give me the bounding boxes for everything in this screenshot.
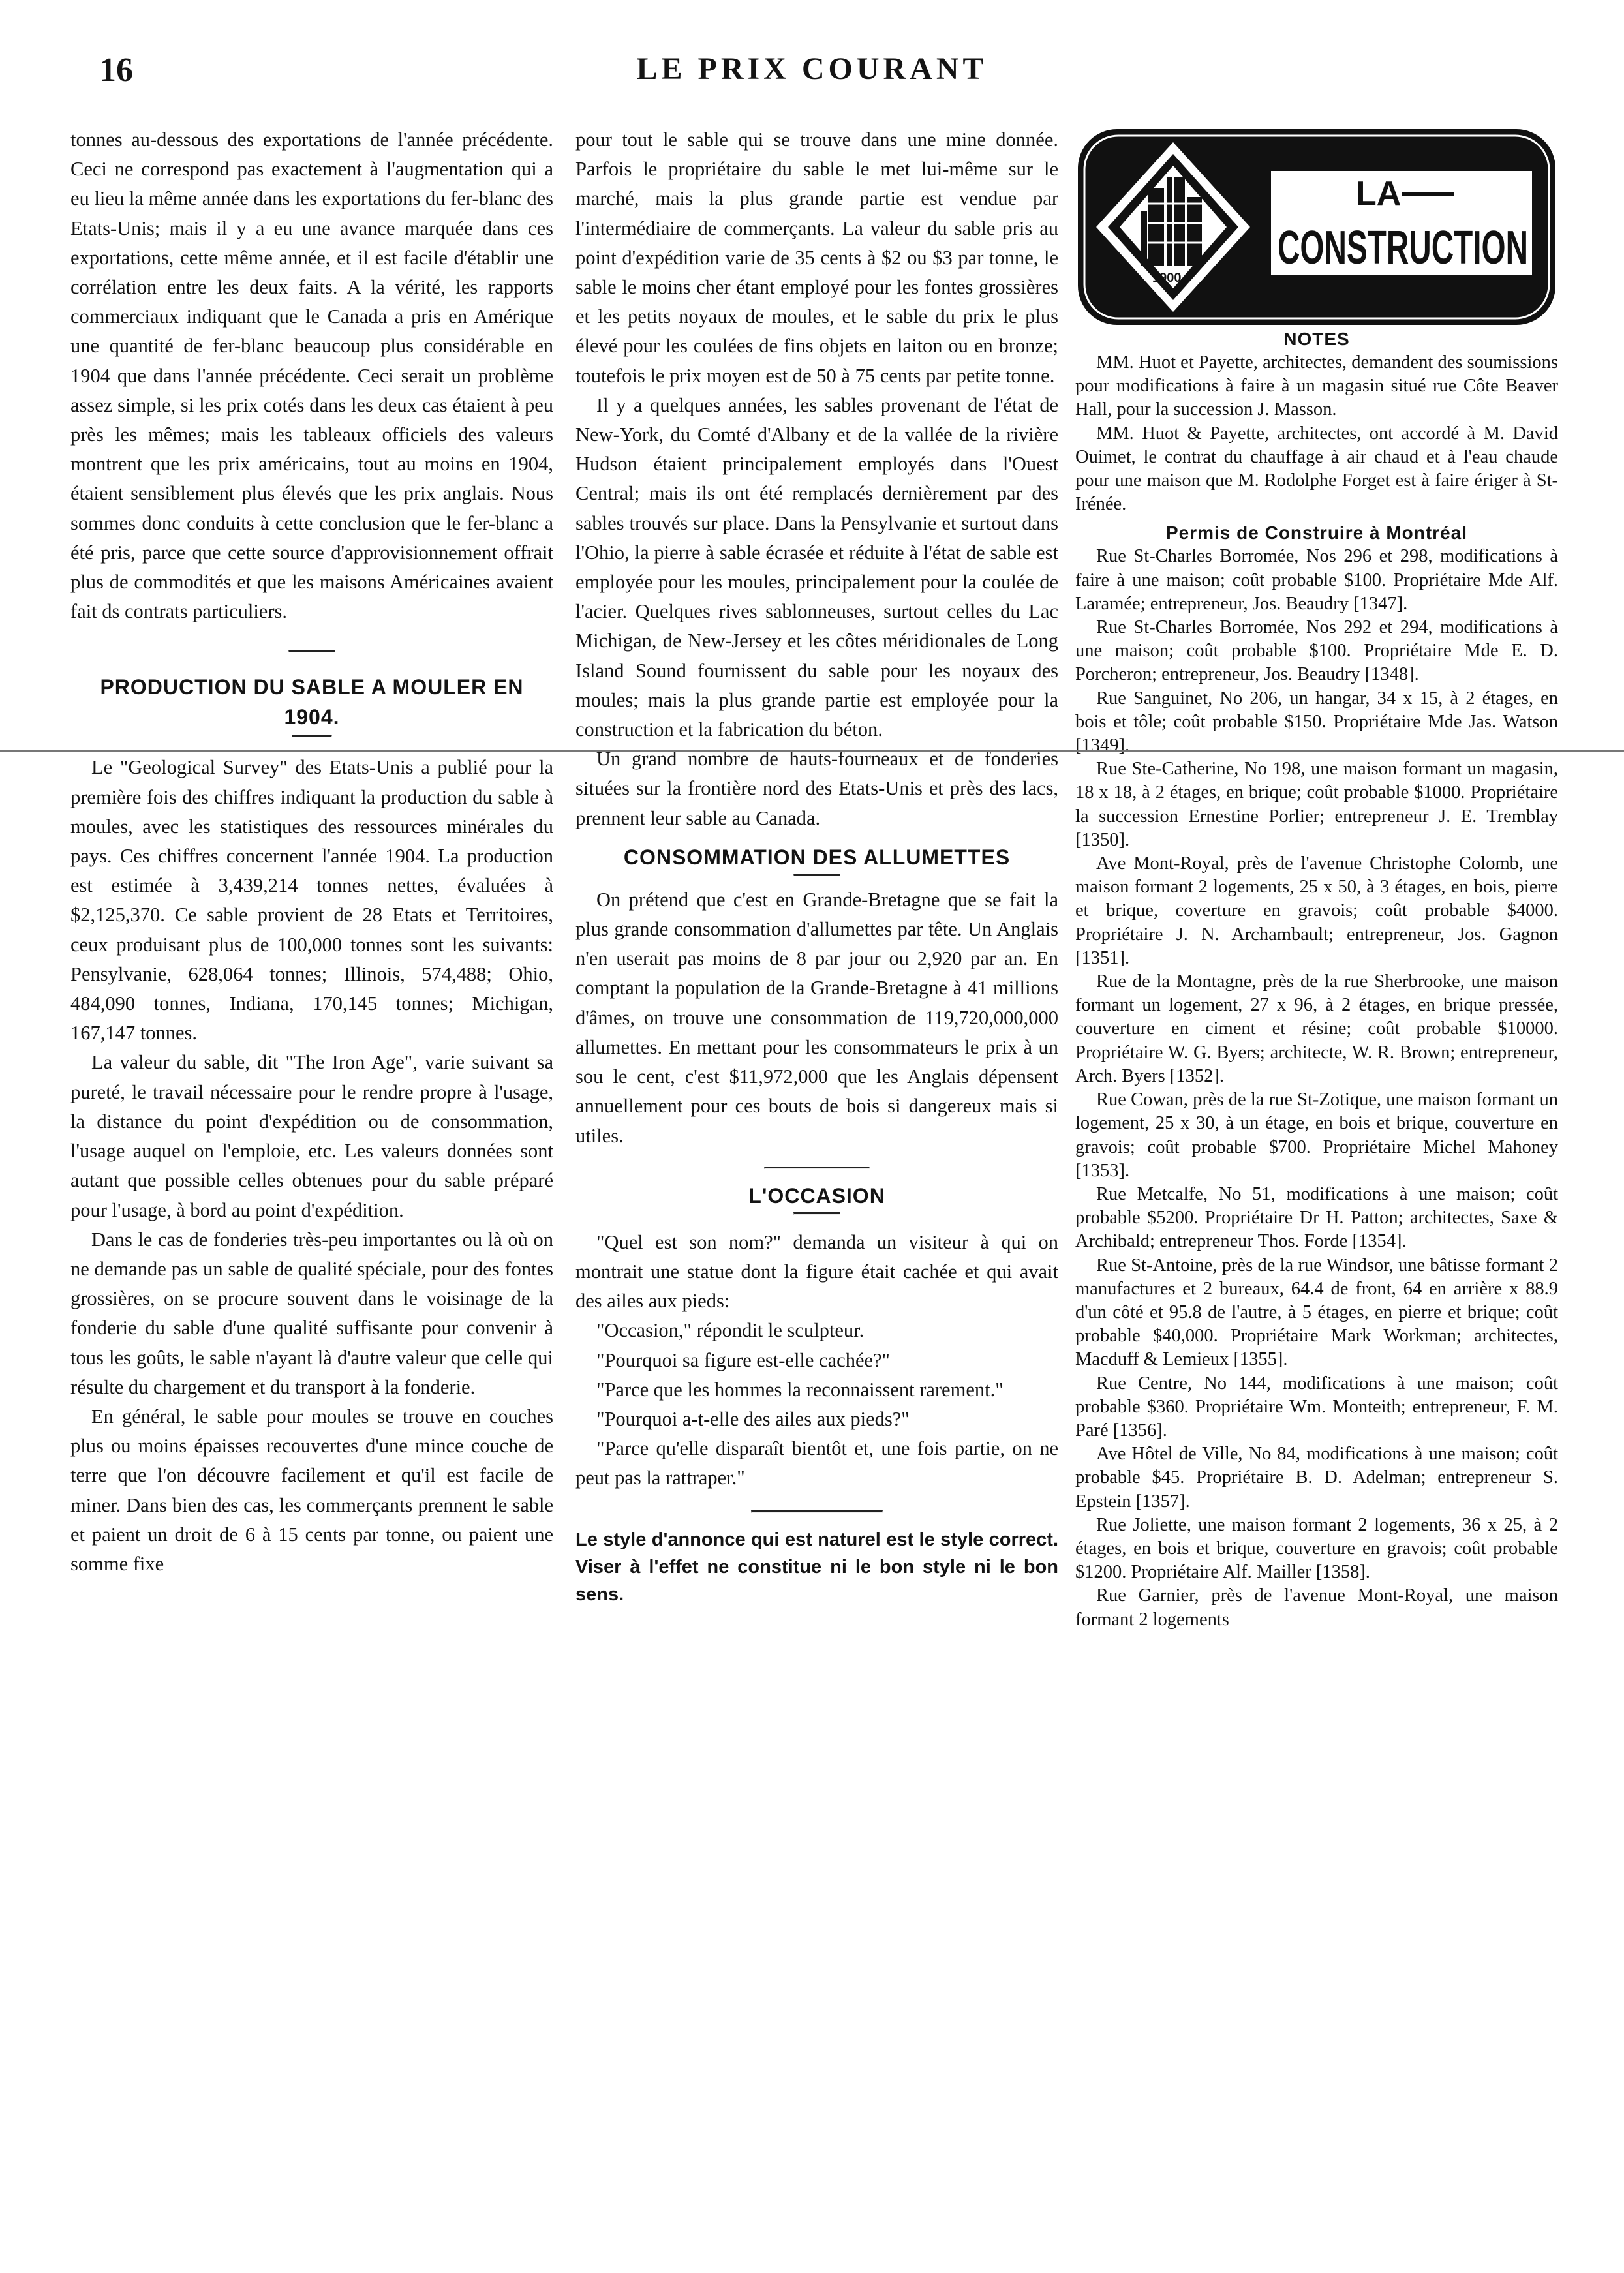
paragraph-occasion-a3: "Parce qu'elle disparaît bientôt et, une fois partie, on ne peut pas la rattraper." <box>575 1437 1058 1489</box>
paragraph-tinplate-exports: tonnes au-dessous des exportations de l'année précédente. Ceci ne correspond pas exactement à l'augmentation qui a eu lieu la même année dans les exportations du fer-blanc des Etats-Unis; mais il y a eu une avance marquée dans ces exportations, cette même année, et il est facile d'établir une corrélation entre les deux faits. A la vérité, les rapports commerciaux indiquant que le Canada a pris en Amérique une quantité de fer-blanc beaucoup plus considérable en 1904 que dans l'année précédente. Ceci serait un problème assez simple, si les prix cotés dans les deux cas étaient à peu près les mêmes; mais les tableaux officiels des valeurs montrent que les prix américains, tout au moins en 1904, étaient sensiblement plus élevés que les prix anglais. Nous sommes donc conduits à cette conclusion que le fer-blanc a été pris, parce que cette source d'approvisionnement offrait plus de commodités et que les maisons Américaines avaient fait ds contrats particuliers. <box>70 129 553 623</box>
heading-occasion: L'OCCASION <box>748 1183 885 1208</box>
permit-entry: Rue St-Charles Borromée, Nos 292 et 294, modifications à une maison; coût probable $100. Propriétaire Mde E. D. Porcheron; entrepreneur, Jos. Beaudry [1348]. <box>1075 617 1558 685</box>
paragraph-geological-survey: Le "Geological Survey" des Etats-Unis a publié pour la première fois des chiffres indiquant la production du sable à moules, avec les statistiques des ressources minérales du pays. Ces chiffres concernent l'année 1904. La production est estimée à 3,439,214 tonnes nettes, évaluées à $2,125,370. Ce sable provient de 28 Etats et Territoires, ceux produisant plus de 100,000 tonnes sont les suivants: Pensylvanie, 628,064 tonnes; Illinois, 574,488; Ohio, 484,090 tonnes, Indiana, 170,145 tonnes; Michigan, 167,147 tonnes. <box>70 756 553 1045</box>
paragraph-sand-layers: En général, le sable pour moules se trouve en couches plus ou moins épaisses recouvertes d'une mince couche de terre que l'on découvre facilement et qu'il est facile de miner. Dans bien des cas, les commerçants prennent le sable et paient un droit de 6 à 15 cents par tonne, ou paient une somme fixe <box>70 1405 553 1575</box>
page-header <box>0 46 1624 91</box>
permit-entry: Ave Hôtel de Ville, No 84, modifications à une maison; coût probable $45. Propriétaire B. D. Adelman; entrepreneur S. Epstein [1357]. <box>1075 1444 1558 1512</box>
logo-construction-text: CONSTRUCTION <box>1278 222 1528 274</box>
column-2 <box>575 125 1058 2226</box>
column-3 <box>1075 125 1558 2226</box>
note-huot-payette-1: MM. Huot et Payette, architectes, demandent des soumissions pour modifications à faire à un magasin situé rue Côte Beaver Hall, pour la succession J. Masson. <box>1075 352 1558 420</box>
paragraph-matches-consumption: On prétend que c'est en Grande-Bretagne que se fait la plus grande consommation d'allumettes par tête. Un Anglais n'en userait pas moins de 8 par jour ou 2,920 par an. En comptant la population de la Grande-Bretagne à 41 millions d'âmes, on trouve une consommation de 119,720,000,000 allumettes. En mettant pour les consommateurs le prix à un sou le cent, c'est $11,972,000 que les Anglais dépensent annuellement pour ces bouts de bois si dangereux mais si utiles. <box>575 888 1058 1147</box>
paragraph-occasion-question: "Quel est son nom?" demanda un visiteur à qui on montrait une statue dont la figure était cachée et qui avait des ailes aux pieds: <box>575 1230 1058 1313</box>
heading-underline <box>292 735 332 737</box>
heading-underline <box>793 1212 840 1215</box>
paragraph-occasion-a2: "Parce que les hommes la reconnaissent rarement." <box>596 1378 1004 1401</box>
page-fold-line <box>0 750 1624 752</box>
permit-entry: Rue Sanguinet, No 206, un hangar, 34 x 15, à 2 étages, en bois et tôle; coût probable $150. Propriétaire Mde Jas. Watson [1349]. <box>1075 688 1558 756</box>
paragraph-sand-prices: pour tout le sable qui se trouve dans une mine donnée. Parfois le propriétaire du sable le met lui-même sur le marché, mais la plus grande partie est vendue par l'intermédiaire de commerçants. La valeur du sable pris au point d'expédition varie de 35 cents à $2 ou $3 par tonne, le sable le moins cher étant employé pour les fontes grossières et les petits noyaux de moules, et le sable du prix le plus élevé pour les coulées de fins objets en laiton ou en bronze; toutefois le prix moyen est de 50 à 75 cents par petite tonne. <box>575 129 1058 387</box>
heading-sand-production: PRODUCTION DU SABLE A MOULER EN 1904. <box>100 675 524 729</box>
paragraph-sand-value: La valeur du sable, dit "The Iron Age", varie suivant sa pureté, le travail nécessaire pour le rendre propre à l'usage, la distance du point d'expédition ou de consommation, l'usage auquel on l'emploie, etc. Les valeurs données sont autant que possible celles obtenues pour du sable préparé pour l'usage, à bord au point d'expédition. <box>70 1051 553 1221</box>
paragraph-occasion-answer: "Occasion," répondit le sculpteur. <box>596 1319 865 1342</box>
running-title: LE PRIX COURANT <box>636 52 988 86</box>
permit-entry: Rue de la Montagne, près de la rue Sherbrooke, une maison formant un logement, 27 x 96, à 2 étages, en brique pressée, couverture en ciment et résine; coût probable $10000. Propriétaire W. G. Byers; architecte, W. R. Brown; entrepreneur, Arch. Byers [1352]. <box>1075 971 1558 1086</box>
section-divider <box>288 650 335 652</box>
paragraph-sand-sources: Il y a quelques années, les sables provenant de l'état de New-York, du Comté d'Albany et de la vallée de la rivière Hudson étaient principalement employés dans l'Ouest Central; mais ils ont été remplacés dernièrement par des sables trouvés sur place. Dans la Pensylvanie et surtout dans l'Ohio, la pierre à sable écrasée et réduite à l'état de sable est employée pour les moules, principalement pour la coulée de l'acier. Quelques rives sablonneuses, surtout celles du Lac Michigan, de New-Jersey et les côtes méridionales de Long Island Sound fournissent du sable pour les noyaux des moules; mais la plus grande partie est employée pour la construction et la fabrication du béton. <box>575 393 1058 741</box>
section-divider <box>764 1167 870 1169</box>
heading-matches: CONSOMMATION DES ALLUMETTES <box>623 845 1011 869</box>
page-number: 16 <box>99 52 133 89</box>
advertising-motto: Le style d'annonce qui est naturel est le style correct. Viser à l'effet ne constitue ni le bon style ni le bon sens. <box>575 1529 1058 1605</box>
paragraph-canada-sand: Un grand nombre de hauts-fourneaux et de fonderies situées sur la frontière nord des Etats-Unis et près des lacs, prennent leur sable au Canada. <box>575 748 1058 829</box>
permit-entry: Rue Ste-Catherine, No 198, une maison formant un magasin, 18 x 18, à 2 étages, en brique; coût probable $1000. Propriétaire la succession Ernestine Porlier; entrepreneur J. E. Tremblay [1350]. <box>1075 759 1558 850</box>
paragraph-small-foundries: Dans le cas de fonderies très-peu importantes ou là où on ne demande pas un sable de qualité spéciale, pour des fontes grossières, on se procure souvent dans le voisinage de la fonderie du sable d'une qualité suffisante pour convenir à tous les goûts, le sable n'ayant là d'autre valeur que celle qui résulte du chargement et du transport à la fonderie. <box>70 1228 553 1398</box>
la-construction-logo <box>1075 125 1558 341</box>
note-huot-payette-2: MM. Huot & Payette, architectes, ont accordé à M. David Ouimet, le contrat du chauffage à air chaud et à l'eau chaude pour une maison que M. Rodolphe Forget est à faire ériger à St-Irénée. <box>1075 423 1558 515</box>
permit-entry: Rue Cowan, près de la rue St-Zotique, une maison formant un logement, 25 x 30, à un étage, en bois et brique, couverture en gravois; coût probable $700. Propriétaire Michel Mahoney [1353]. <box>1075 1090 1558 1181</box>
logo-la-text: LA <box>1356 175 1402 213</box>
permit-entry: Rue Metcalfe, No 51, modifications à une maison; coût probable $5200. Propriétaire Dr H. Patton; architectes, Saxe & Archibald; entrepreneur Thos. Forde [1354]. <box>1075 1183 1558 1252</box>
permit-entry: Rue Garnier, près de l'avenue Mont-Royal, une maison formant 2 logements <box>1075 1585 1558 1630</box>
section-divider <box>751 1510 883 1513</box>
heading-underline <box>793 874 840 876</box>
permit-entry: Rue St-Charles Borromée, Nos 296 et 298, modifications à faire à une maison; coût probable $100. Propriétaire Mde Alf. Laramée; entrepreneur, Jos. Beaudry [1347]. <box>1075 546 1558 614</box>
permit-entry: Rue Joliette, une maison formant 2 logements, 36 x 25, à 2 étages, en bois et brique, couverture en gravois; coût probable $1200. Propriétaire Alf. Mailler [1358]. <box>1075 1514 1558 1583</box>
paragraph-occasion-q3: "Pourquoi a-t-elle des ailes aux pieds?" <box>596 1407 910 1430</box>
permit-entry: Rue St-Antoine, près de la rue Windsor, une bâtisse formant 2 manufactures et 2 bureaux, 64.4 de front, 64 en arrière x 88.9 d'un côté et 95.8 de l'autre, à 5 étages, en pierre et brique; coût probable $40,000. Propriétaire Mark Workman; architectes, Macduff & Lemieux [1355]. <box>1075 1255 1558 1370</box>
permit-entry: Ave Mont-Royal, près de l'avenue Christophe Colomb, une maison formant 2 logements, 25 x 50, à 3 étages, en bois, pierre et brique, coverture en gravois; coût probable $4000. Propriétaire J. N. Archambault; entrepreneur, Jos. Gagnon [1351]. <box>1075 853 1558 968</box>
column-1 <box>70 125 553 2226</box>
heading-building-permits: Permis de Construire à Montréal <box>1165 523 1467 543</box>
heading-notes: NOTES <box>1283 329 1350 349</box>
permit-entry: Rue Centre, No 144, modifications à une maison; coût probable $360. Propriétaire Wm. Monteith; entrepreneur, F. M. Paré [1356]. <box>1075 1373 1558 1441</box>
logo-year: 1900 <box>1152 271 1182 285</box>
paragraph-occasion-q2: "Pourquoi sa figure est-elle cachée?" <box>596 1349 891 1371</box>
